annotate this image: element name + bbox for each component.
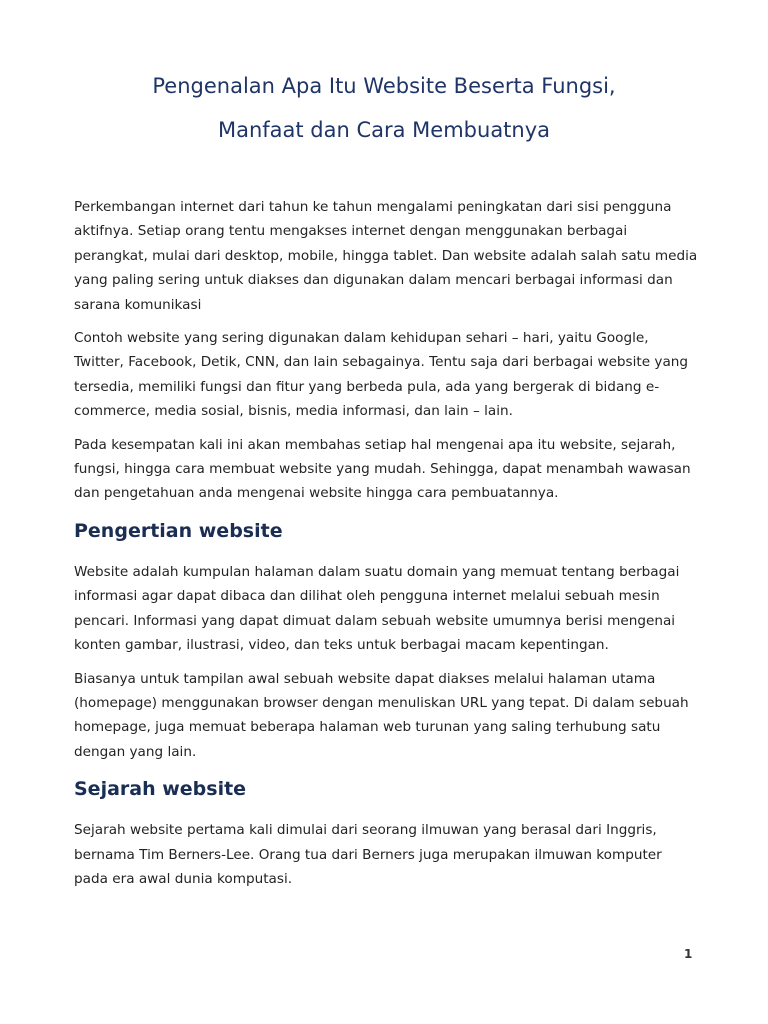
document-body xyxy=(74,195,699,900)
section-heading-pengertian: Pengertian website xyxy=(74,519,283,542)
section-paragraph: Sejarah website pertama kali dimulai dari seorang ilmuwan yang berasal dari Inggris, bernama Tim Berners-Lee. Orang tua dari Berners juga merupakan ilmuwan komputer pada era awal dunia komputasi. xyxy=(74,822,662,887)
document-title xyxy=(60,64,708,152)
intro-paragraph: Pada kesempatan kali ini akan membahas setiap hal mengenai apa itu website, sejarah, fungsi, hingga cara membuat website yang mudah. Sehingga, dapat menambah wawasan dan pengetahuan anda mengenai website hingga cara pembuatannya. xyxy=(74,436,691,502)
section-paragraph: Website adalah kumpulan halaman dalam suatu domain yang memuat tentang berbagai informasi agar dapat dibaca dan dilihat oleh pengguna internet melalui sebuah mesin pencari. Informasi yang dapat dimuat dalam sebuah website umumnya berisi mengenai konten gambar, ilustrasi, video, dan teks untuk berbagai macam kepentingan. xyxy=(74,563,680,654)
intro-paragraph: Perkembangan internet dari tahun ke tahun mengalami peningkatan dari sisi pengguna aktifnya. Setiap orang tentu mengakses internet dengan menggunakan berbagai perangkat, mulai dari desktop, mobile, hingga tablet. Dan website adalah salah satu media yang paling sering untuk diakses dan digunakan dalam mencari berbagai informasi dan sarana komunikasi xyxy=(74,199,698,313)
intro-paragraph: Contoh website yang sering digunakan dalam kehidupan sehari – hari, yaitu Google, Twitter, Facebook, Detik, CNN, dan lain sebagainya. Tentu saja dari berbagai website yang tersedia, memiliki fungsi dan fitur yang berbeda pula, ada yang bergerak di bidang e-commerce, media sosial, bisnis, media informasi, dan lain – lain. xyxy=(74,330,689,420)
section-paragraph: Biasanya untuk tampilan awal sebuah website dapat diakses melalui halaman utama (homepage) menggunakan browser dengan menuliskan URL yang tepat. Di dalam sebuah homepage, juga memuat beberapa halaman web turunan yang saling terhubung satu dengan yang lain. xyxy=(74,670,689,760)
document-title-line-1: Pengenalan Apa Itu Website Beserta Fungsi, xyxy=(152,74,616,98)
page-number: 1 xyxy=(684,947,693,961)
document-title-line-2: Manfaat dan Cara Membuatnya xyxy=(217,118,551,142)
section-heading-sejarah: Sejarah website xyxy=(74,778,247,801)
